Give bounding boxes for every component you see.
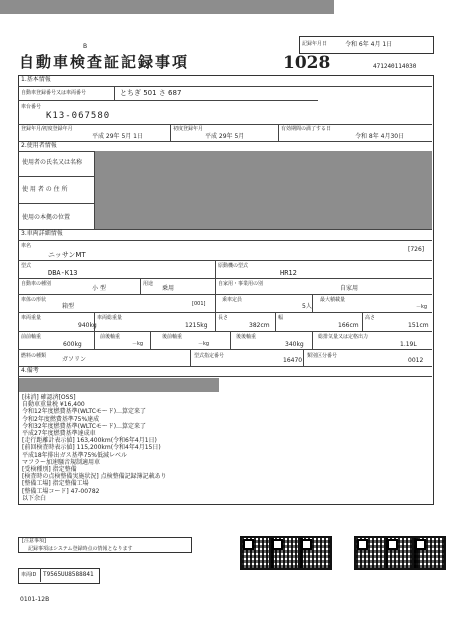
divider [18, 240, 432, 241]
section-basic: 1.基本情報 [21, 76, 51, 83]
displacement-label: 総排気量又は定格出力 [318, 334, 369, 340]
divider [275, 312, 276, 331]
divider [18, 278, 432, 279]
car-name-value: ニッサンMT [48, 251, 86, 259]
front-rear-label: 前後軸重 [100, 334, 121, 340]
redaction-top [0, 0, 334, 14]
weight-value: 940kg [78, 322, 97, 329]
chassis-label: 車台番号 [21, 104, 42, 110]
height-value: 151cm [408, 322, 429, 329]
model-value: DBA-K13 [48, 269, 78, 277]
divider [362, 312, 363, 331]
remarks-text: [抹消] 確認済[OSS] 自動車重量税 ¥16,400 令和12年度燃費基準(WLTCモード)…算定来了 令和2年度燃費基準75%達成 令和32年度燃費基準(WLTCモード)…算定来了 平成27年度燃費基準達成車 [走行距離計表示値] 163,400km(令和6年4月1日) [前回検査時表示値] 115,200km(令和4年4月15日) 平成18年排出ガス基準75%低減レベル マフラー加速騒音規制適用車 [受検種別] 指定整備 [検査時の点検整備実施状況] 点検整備記録簿記載あり [整備工場] 指定整備工場 [整備工場コード] 47-00782 以下余白 [22, 394, 167, 502]
notice-text: 記録事項はシステム登録時点の情報となります [28, 546, 133, 552]
divider [215, 294, 216, 312]
divider [18, 141, 432, 142]
body-code: [001] [192, 301, 206, 307]
section-user: 2.使用者情報 [21, 142, 57, 149]
divider [303, 349, 304, 366]
divider [150, 331, 151, 349]
vehicle-id-value: T9565UU8588841 [43, 571, 94, 578]
car-name-code: [726] [408, 246, 425, 253]
kind-label: 自動車の種別 [21, 281, 52, 287]
divider [230, 331, 231, 349]
self-value: 自家用 [340, 285, 359, 292]
divider [170, 124, 171, 141]
rear-front-value: －kg [198, 341, 210, 347]
front-axle-label: 前前軸重 [21, 334, 42, 340]
class-label: 類別区分番号 [307, 353, 338, 359]
divider [18, 86, 432, 87]
expiry-label: 有効期間の満了する日 [281, 126, 332, 132]
divider [18, 176, 94, 177]
divider [18, 376, 432, 377]
divider [140, 278, 141, 294]
divider [18, 294, 432, 295]
divider [18, 349, 432, 350]
width-value: 166cm [338, 322, 359, 329]
front-rear-value: －kg [132, 341, 144, 347]
width-label: 幅 [278, 315, 284, 321]
doc-number: 471240114030 [373, 63, 417, 70]
qr-code-4 [354, 536, 388, 570]
divider [18, 203, 94, 204]
self-label: 自家用・事業用の別 [218, 281, 264, 287]
fuel-value: ガソリン [62, 356, 87, 363]
engine-value: HR12 [280, 269, 297, 277]
use-label: 用途 [143, 281, 154, 287]
type-no-value: 16470 [283, 357, 303, 364]
divider [114, 86, 115, 100]
rear-rear-value: 340kg [285, 341, 304, 348]
divider [312, 331, 313, 349]
capacity-label: 乗車定員 [222, 297, 243, 303]
divider [215, 260, 216, 278]
section-remarks: 4.備考 [21, 367, 39, 374]
divider [312, 294, 313, 312]
divider [18, 229, 432, 230]
max-load-label: 最大積載量 [320, 297, 346, 303]
reg-label: 自動車登録番号又は車両番号 [21, 90, 87, 96]
chassis-value: K13-067580 [46, 111, 111, 121]
body-label: 車体の形状 [21, 297, 47, 303]
record-date-label: 記録年月日 [302, 41, 328, 47]
body-value: 箱型 [62, 303, 75, 310]
user-address-label: 使 用 者 の 住 所 [22, 186, 68, 193]
first-ym-value: 平成 29年 5月 [205, 133, 245, 140]
divider [18, 312, 432, 313]
user-name-label: 使用者の氏名又は名称 [22, 159, 83, 166]
type-no-label: 型式指定番号 [194, 353, 225, 359]
first-reg-value: 平成 29年 5月 1日 [92, 133, 143, 140]
rear-front-label: 後前軸重 [162, 334, 183, 340]
height-label: 高さ [365, 315, 376, 321]
gross-label: 車両総重量 [97, 315, 123, 321]
qr-code-3 [298, 536, 332, 570]
divider [215, 312, 216, 331]
displacement-value: 1.19L [400, 341, 417, 348]
handwritten-number: 1028 [283, 53, 331, 73]
top-label: B [83, 43, 88, 50]
length-value: 382cm [249, 322, 270, 329]
length-label: 長さ [218, 315, 229, 321]
divider [18, 100, 318, 101]
user-base-label: 使用の本拠の位置 [22, 214, 71, 221]
divider [18, 331, 432, 332]
capacity-value: 5人 [302, 303, 312, 310]
qr-code-6 [412, 536, 446, 570]
divider [94, 312, 95, 331]
divider [18, 366, 432, 367]
notice-title: [注意事項] [22, 538, 46, 544]
divider [278, 124, 279, 141]
engine-label: 原動機の型式 [218, 263, 249, 269]
expiry-value: 令和 8年 4月30日 [355, 133, 405, 140]
divider [215, 278, 216, 294]
reg-value: とちぎ 501 さ 687 [120, 89, 182, 97]
model-label: 型式 [21, 263, 32, 269]
record-date: 令和 6年 4月 1日 [345, 41, 393, 48]
divider [94, 331, 95, 349]
divider [18, 124, 432, 125]
first-ym-label: 初度登録年月 [173, 126, 204, 132]
divider [40, 568, 41, 582]
kind-value: 小 型 [92, 285, 106, 292]
car-name-label: 車名 [21, 243, 32, 249]
vehicle-id-label: 車両ID [21, 572, 37, 578]
divider [18, 260, 432, 261]
section-vehicle: 3.車両詳細情報 [21, 230, 63, 237]
page-title: 自動車検査証記録事項 [19, 53, 190, 71]
max-load-value: －kg [416, 304, 428, 310]
redaction-user [95, 151, 432, 229]
front-axle-value: 600kg [63, 341, 82, 348]
form-code: 0101-12B [20, 596, 50, 603]
weight-label: 車両重量 [21, 315, 42, 321]
divider [190, 349, 191, 366]
first-reg-label: 登録年月/初度登録年月 [21, 126, 73, 132]
gross-value: 1215kg [185, 322, 208, 329]
fuel-label: 燃料の種類 [21, 353, 47, 359]
use-value: 乗用 [162, 285, 175, 292]
redaction-remarks [19, 378, 219, 392]
rear-rear-label: 後後軸重 [236, 334, 257, 340]
class-value: 0012 [408, 357, 424, 364]
